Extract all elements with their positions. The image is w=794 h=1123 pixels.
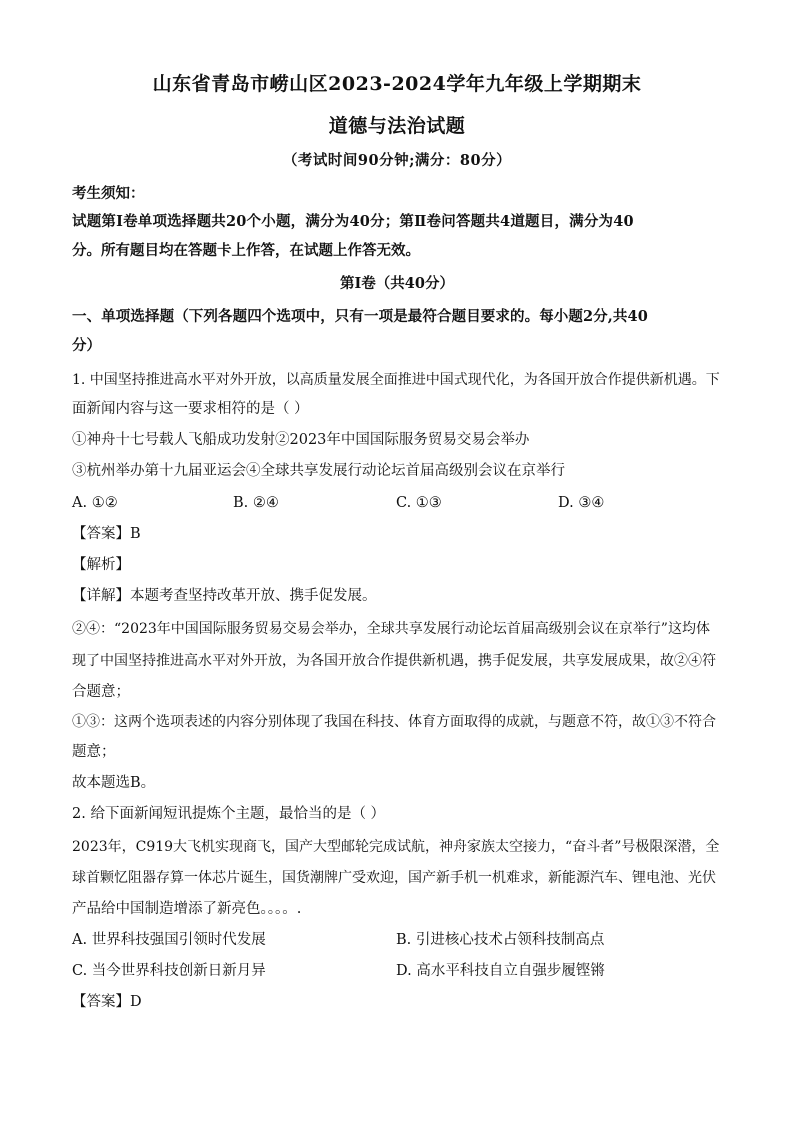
q2-stem: 2. 给下面新闻短讯提炼个主题，最恰当的是（ ） <box>72 806 386 822</box>
q2-news-line-1: 2023年，C919大飞机实现商飞，国产大型邮轮完成试航，神舟家族太空接力，“奋斗者”号极限深潜，全 <box>72 839 720 855</box>
section-heading: 第Ⅰ卷（共40分） <box>340 275 454 292</box>
q2-news-line-3: 产品给中国制造增添了新亮色。。。。. <box>72 901 302 917</box>
q1-item-line-2: ③杭州举办第十九届亚运会④全球共享发展行动论坛首届高级别会议在京举行 <box>72 463 565 479</box>
q1-option-d: D. ③④ <box>558 495 605 511</box>
q1-stem-line-1: 1. 中国坚持推进高水平对外开放，以高质量发展全面推进中国式现代化，为各国开放合作提供新机遇。下 <box>72 372 720 388</box>
q1-option-b: B. ②④ <box>233 495 279 511</box>
q1-option-c: C. ①③ <box>396 495 442 511</box>
q1-analysis-label: 【解析】 <box>72 557 130 573</box>
q1-stem-line-2: 面新闻内容与这一要求相符的是（ ） <box>72 401 309 417</box>
q1-conclusion: 故本题选B。 <box>72 775 156 791</box>
q1-explanation-1-line-2: 现了中国坚持推进高水平对外开放，为各国开放合作提供新机遇，携手促发展，共享发展成果，故②④符 <box>72 653 716 669</box>
q2-option-c: C. 当今世界科技创新日新月异 <box>72 963 266 979</box>
document-subtitle: 道德与法治试题 <box>328 115 466 137</box>
q2-answer: 【答案】D <box>72 994 142 1010</box>
q1-explanation-1-line-1: ②④：“2023年中国国际服务贸易交易会举办，全球共享发展行动论坛首届高级别会议在京举行”这均体 <box>72 621 710 637</box>
document-title: 山东省青岛市崂山区2023-2024学年九年级上学期期末 <box>152 73 642 95</box>
q1-answer: 【答案】B <box>72 526 141 542</box>
q2-option-b: B. 引进核心技术占领科技制高点 <box>396 932 605 948</box>
q2-option-d: D. 高水平科技自立自强步履铿锵 <box>396 963 605 979</box>
notice-line-2: 分。所有题目均在答题卡上作答，在试题上作答无效。 <box>72 242 420 259</box>
q1-explanation-2-line-1: ①③：这两个选项表述的内容分别体现了我国在科技、体育方面取得的成就，与题意不符，故①③不符合 <box>72 714 716 730</box>
q1-explanation-1-line-3: 合题意； <box>72 684 130 700</box>
q1-option-a: A. ①② <box>72 495 118 511</box>
notice-line-1: 试题第Ⅰ卷单项选择题共20个小题，满分为40分；第Ⅱ卷问答题共4道题目，满分为40 <box>72 213 634 230</box>
section-instruction-1: 一、单项选择题（下列各题四个选项中，只有一项是最符合题目要求的。每小题2分,共40 <box>72 308 648 325</box>
q2-option-a: A. 世界科技强国引领时代发展 <box>72 932 266 948</box>
q2-news-line-2: 球首颗忆阻器存算一体芯片诞生，国货潮牌广受欢迎，国产新手机一机难求，新能源汽车、锂电池、光伏 <box>72 870 716 886</box>
exam-info: （考试时间90分钟;满分：80分） <box>282 152 512 169</box>
section-instruction-2: 分） <box>72 337 101 354</box>
q1-explanation-2-line-2: 题意； <box>72 744 116 760</box>
q1-detail: 【详解】本题考查坚持改革开放、携手促发展。 <box>72 588 377 604</box>
notice-label: 考生须知： <box>72 185 145 202</box>
q1-item-line-1: ①神舟十七号载人飞船成功发射②2023年中国国际服务贸易交易会举办 <box>72 432 530 448</box>
